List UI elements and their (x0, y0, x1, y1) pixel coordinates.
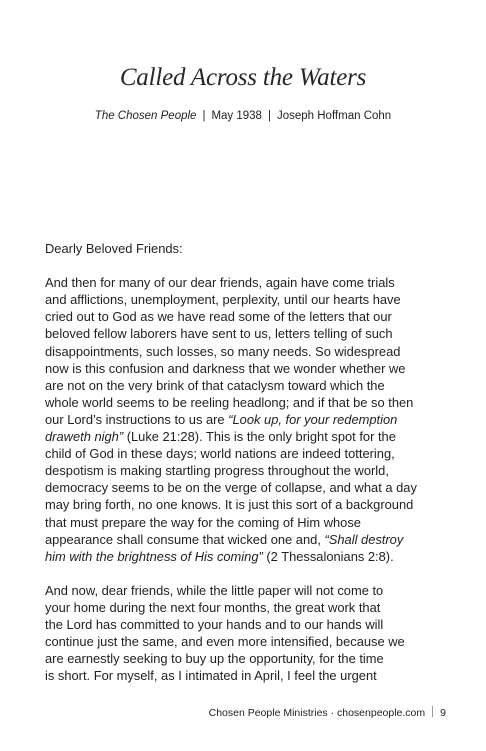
text-line: despotism is making startling progress throughout the world, (45, 463, 389, 479)
byline-separator: | (202, 110, 206, 122)
page-footer (209, 706, 446, 719)
text-line: And then for many of our dear friends, again have come trials (45, 275, 395, 291)
footer-source: Chosen People Ministries · chosenpeople.com (208, 707, 426, 719)
article-body (45, 240, 445, 684)
text-line (45, 428, 445, 445)
scripture-quote: draweth nigh” (45, 429, 124, 445)
text-segment: our Lord’s instructions to us are (45, 411, 229, 427)
byline-separator: | (267, 110, 271, 122)
text-line (45, 411, 445, 428)
text-line: your home during the next four months, the great work that (45, 599, 381, 615)
text-line: child of God in these days; world nations are indeed tottering, (45, 446, 395, 462)
publication-date: May 1938 (211, 110, 262, 122)
text-line: and afflictions, unemployment, perplexity, until our hearts have (45, 292, 401, 308)
text-line: disappointments, such losses, so many needs. So widespread (45, 343, 401, 359)
text-line: are earnestly seeking to buy up the opportunity, for the time (45, 651, 384, 667)
text-segment: (Luke 21:28). This is the only bright spot for the (123, 429, 396, 445)
byline (0, 110, 486, 122)
text-line: beloved fellow laborers have sent to us, letters telling of such (45, 326, 393, 342)
text-line: may bring forth, no one knows. It is just this sort of a background (45, 497, 414, 513)
scripture-quote: “Look up, for your redemption (228, 411, 398, 427)
text-line (45, 548, 445, 565)
text-line: that must prepare the way for the coming of Him whose (45, 514, 361, 530)
text-line: And now, dear friends, while the little paper will not come to (45, 582, 384, 598)
article-title: Called Across the Waters (119, 64, 367, 91)
text-line: now is this confusion and darkness that we wonder whether we (45, 360, 406, 376)
text-line: are not on the very brink of that cataclysm toward which the (45, 377, 385, 393)
text-line: the Lord has committed to your hands and to our hands will (45, 617, 384, 633)
text-line: whole world seems to be reeling headlong; and if that be so then (45, 394, 414, 410)
text-segment: (2 Thessalonians 2:8). (262, 548, 394, 564)
scripture-quote: “Shall destroy (324, 531, 404, 547)
text-line: is short. For myself, as I intimated in April, I feel the urgent (45, 668, 377, 684)
page-number: 9 (440, 707, 446, 719)
scripture-quote: him with the brightness of His coming” (45, 548, 263, 564)
text-line: continue just the same, and even more intensified, because we (45, 634, 405, 650)
publication-name: The Chosen People (94, 110, 197, 122)
author-name: Joseph Hoffman Cohn (276, 110, 392, 122)
greeting: Dearly Beloved Friends: (45, 241, 183, 256)
text-segment: appearance shall consume that wicked one and, (45, 531, 325, 547)
footer-divider (432, 706, 433, 717)
text-line (45, 531, 445, 548)
text-line: democracy seems to be on the verge of collapse, and what a day (45, 480, 417, 496)
text-line: cried out to God as we have read some of the letters that our (45, 309, 392, 325)
